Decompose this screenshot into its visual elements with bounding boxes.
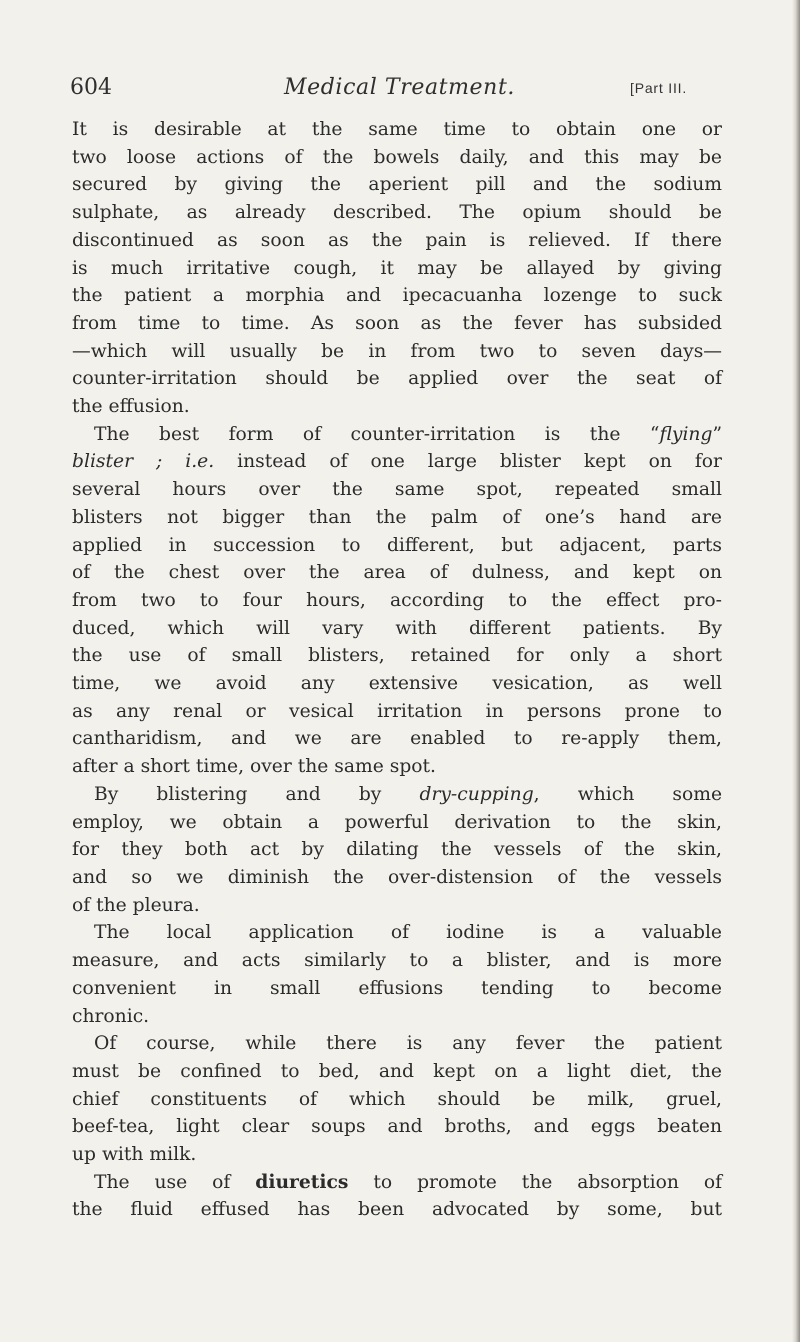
text-line: up with milk. xyxy=(72,1144,197,1166)
text-line: convenient in small effusions tending to become xyxy=(72,977,722,999)
text-line: The best form of counter-irritation is the “flying” xyxy=(94,423,722,445)
text-line: from two to four hours, according to the effect pro- xyxy=(72,589,722,611)
text-line: chronic. xyxy=(72,1005,150,1027)
text-line: secured by giving the aperient pill and the sodium xyxy=(72,174,722,196)
text-line: of the chest over the area of dulness, and kept on xyxy=(72,562,722,584)
text-run: The best form of counter-irritation is the xyxy=(94,423,650,445)
text-line: applied in succession to different, but adjacent, parts xyxy=(72,534,722,556)
italic-phrase: dry-cupping xyxy=(419,783,534,805)
running-title: Medical Treatment. xyxy=(284,75,515,100)
bold-phrase: diuretics xyxy=(255,1170,349,1193)
text-line: and so we diminish the over-distension of the vessels xyxy=(72,866,722,888)
text-line: the use of small blisters, retained for only a short xyxy=(72,645,722,667)
text-line: blisters not bigger than the palm of one’s hand are xyxy=(72,506,722,528)
text-line: must be confined to bed, and kept on a light diet, the xyxy=(72,1060,722,1082)
text-run: By blistering and by xyxy=(94,783,420,805)
text-line: beef-tea, light clear soups and broths, and eggs beaten xyxy=(72,1116,722,1138)
text-line xyxy=(72,781,722,809)
text-line: several hours over the same spot, repeated small xyxy=(72,479,722,501)
italic-phrase: blister ; i.e. xyxy=(72,451,215,473)
text-line: cantharidism, and we are enabled to re-apply them, xyxy=(72,728,722,750)
text-line: after a short time, over the same spot. xyxy=(72,756,436,778)
text-line: is much irritative cough, it may be allayed by giving xyxy=(72,257,722,279)
text-line: the patient a morphia and ipecacuanha lozenge to suck xyxy=(72,285,722,307)
page-number: 604 xyxy=(70,75,112,100)
text-line: time, we avoid any extensive vesication, as well xyxy=(72,673,722,695)
text-line: discontinued as soon as the pain is relieved. If there xyxy=(72,229,722,251)
text-run: The use of xyxy=(94,1171,256,1193)
body-text xyxy=(72,116,722,1224)
text-run: , which some xyxy=(533,783,722,805)
text-line: Of course, while there is any fever the patient xyxy=(94,1033,722,1055)
text-line: It is desirable at the same time to obtain one or xyxy=(72,119,722,140)
text-line: for they both act by dilating the vessels of the skin, xyxy=(72,839,722,861)
text-line: employ, we obtain a powerful derivation to the skin, xyxy=(72,811,722,833)
text-run: to promote the absorption of xyxy=(348,1171,722,1193)
part-label: [Part III. xyxy=(630,80,688,96)
text-line: The local application of iodine is a valuable xyxy=(94,922,722,944)
italic-phrase: flying xyxy=(659,423,713,445)
text-line: chief constituents of which should be milk, gruel, xyxy=(72,1088,722,1110)
page-header xyxy=(70,74,720,110)
text-line: counter-irritation should be applied over the seat of xyxy=(72,368,722,390)
text-line: sulphate, as already described. The opium should be xyxy=(72,202,722,224)
text-line: the effusion. xyxy=(72,396,190,418)
text-line xyxy=(72,1169,722,1197)
text-line xyxy=(72,448,722,476)
page-edge-shadow xyxy=(792,0,800,1342)
text-run: instead of one large blister kept on for xyxy=(214,451,722,473)
text-line: duced, which will vary with different patients. By xyxy=(72,617,722,639)
text-line: of the pleura. xyxy=(72,894,200,916)
text-line: the fluid effused has been advocated by some, but xyxy=(72,1199,722,1221)
text-line: two loose actions of the bowels daily, and this may be xyxy=(72,146,722,168)
text-line: measure, and acts similarly to a blister, and is more xyxy=(72,950,722,972)
text-line: from time to time. As soon as the fever has subsided xyxy=(72,312,722,334)
text-line: as any renal or vesical irritation in persons prone to xyxy=(72,700,722,722)
text-line: —which will usually be in from two to seven days— xyxy=(72,340,722,362)
